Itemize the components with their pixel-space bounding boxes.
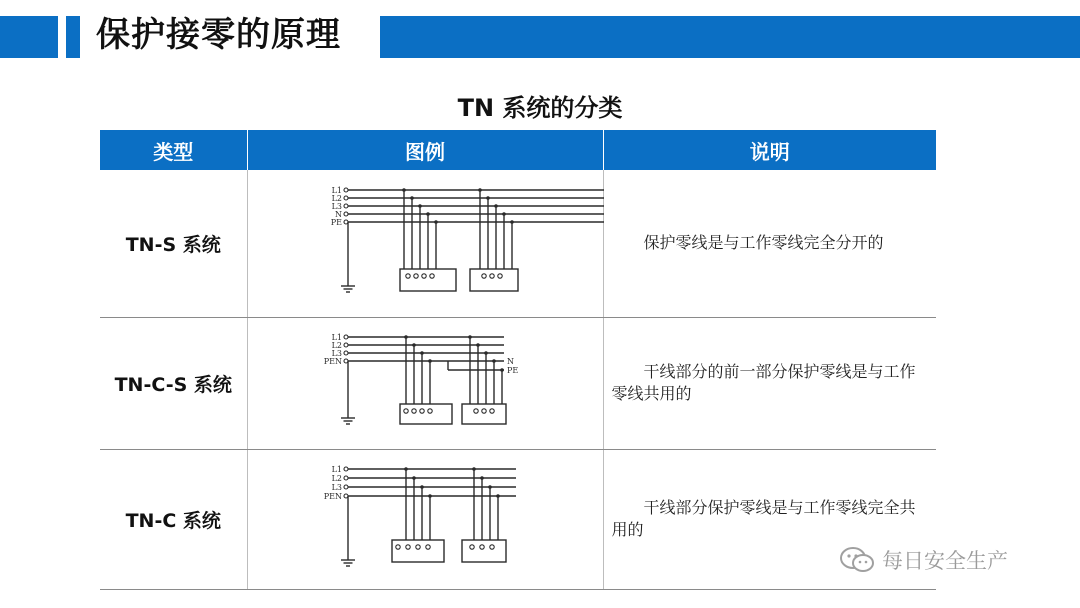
bus-terminal bbox=[344, 351, 348, 355]
terminal bbox=[419, 409, 423, 413]
terminal bbox=[427, 409, 431, 413]
bus-label: L3 bbox=[331, 483, 342, 492]
tn-c-s-diagram bbox=[248, 318, 604, 448]
table-row bbox=[100, 317, 936, 449]
watermark-text: 每日安全生产 bbox=[882, 549, 1008, 573]
column-header-type: 类型 bbox=[100, 130, 247, 170]
terminal bbox=[469, 545, 473, 549]
terminal bbox=[395, 545, 399, 549]
bus-terminal bbox=[344, 196, 348, 200]
load-box bbox=[462, 404, 506, 424]
bus-terminal bbox=[344, 204, 348, 208]
table-row bbox=[100, 449, 936, 589]
bus-label: N bbox=[334, 209, 342, 219]
bus-label: PE bbox=[506, 366, 518, 375]
bus-label: L2 bbox=[331, 341, 342, 350]
table-row bbox=[100, 170, 936, 317]
terminal bbox=[405, 274, 409, 278]
terminal bbox=[421, 274, 425, 278]
column-header-description: 说明 bbox=[603, 130, 936, 170]
terminal bbox=[411, 409, 415, 413]
bus-label: PEN bbox=[323, 492, 342, 501]
header-bar-right bbox=[380, 16, 1080, 58]
page-title: 保护接零的原理 bbox=[96, 15, 341, 55]
table-header-row bbox=[100, 130, 936, 170]
wechat-icon bbox=[838, 545, 876, 575]
diagram-cell-tn-s bbox=[247, 170, 603, 317]
bus-terminal bbox=[344, 485, 348, 489]
load-box bbox=[392, 540, 444, 562]
bus-terminal bbox=[344, 212, 348, 216]
column-header-diagram: 图例 bbox=[247, 130, 603, 170]
header-bar-left bbox=[0, 16, 58, 58]
bus-label: L1 bbox=[331, 465, 342, 474]
terminal bbox=[481, 274, 485, 278]
tn-s-diagram bbox=[248, 171, 604, 316]
terminal bbox=[489, 409, 493, 413]
bus-label: L3 bbox=[331, 201, 342, 211]
bus-label: L1 bbox=[331, 333, 342, 342]
type-cell-tn-s: TN-S 系统 bbox=[100, 170, 247, 317]
bus-terminal bbox=[344, 188, 348, 192]
terminal bbox=[497, 274, 501, 278]
bus-terminal bbox=[344, 335, 348, 339]
table-title: TN 系统的分类 bbox=[457, 94, 623, 122]
load-box bbox=[470, 269, 518, 291]
description-text: 干线部分的前一部分保护零线是与工作零线共用的 bbox=[611, 362, 916, 403]
bus-terminal bbox=[344, 476, 348, 480]
terminal bbox=[403, 409, 407, 413]
bus-terminal bbox=[344, 467, 348, 471]
diagram-cell-tn-c-s bbox=[247, 317, 603, 449]
bus-label: PE bbox=[330, 217, 342, 227]
description-cell-tn-s bbox=[603, 170, 936, 317]
terminal bbox=[479, 545, 483, 549]
tn-system-table bbox=[100, 130, 936, 590]
terminal bbox=[415, 545, 419, 549]
watermark bbox=[838, 544, 1008, 576]
bus-label: L2 bbox=[331, 193, 342, 203]
bus-label: L1 bbox=[331, 185, 342, 195]
terminal bbox=[425, 545, 429, 549]
terminal bbox=[481, 409, 485, 413]
diagram-cell-tn-c bbox=[247, 449, 603, 589]
load-box bbox=[400, 404, 452, 424]
header-bar-gap bbox=[58, 16, 66, 58]
bus-label: L2 bbox=[331, 474, 342, 483]
terminal bbox=[405, 545, 409, 549]
terminal bbox=[489, 545, 493, 549]
header-bar-accent bbox=[66, 16, 80, 58]
terminal bbox=[473, 409, 477, 413]
bus-label: N bbox=[506, 357, 514, 366]
terminal bbox=[413, 274, 417, 278]
type-cell-tn-c-s: TN-C-S 系统 bbox=[100, 317, 247, 449]
description-text: 干线部分保护零线是与工作零线完全共用的 bbox=[611, 498, 916, 539]
load-box bbox=[400, 269, 456, 291]
bus-label: PEN bbox=[323, 357, 342, 366]
load-box bbox=[462, 540, 506, 562]
terminal bbox=[489, 274, 493, 278]
description-text: 保护零线是与工作零线完全分开的 bbox=[643, 233, 884, 253]
type-cell-tn-c: TN-C 系统 bbox=[100, 449, 247, 589]
description-cell-tn-c-s bbox=[603, 317, 936, 449]
bus-terminal bbox=[344, 343, 348, 347]
bus-label: L3 bbox=[331, 349, 342, 358]
tn-c-diagram bbox=[248, 450, 604, 588]
terminal bbox=[429, 274, 433, 278]
